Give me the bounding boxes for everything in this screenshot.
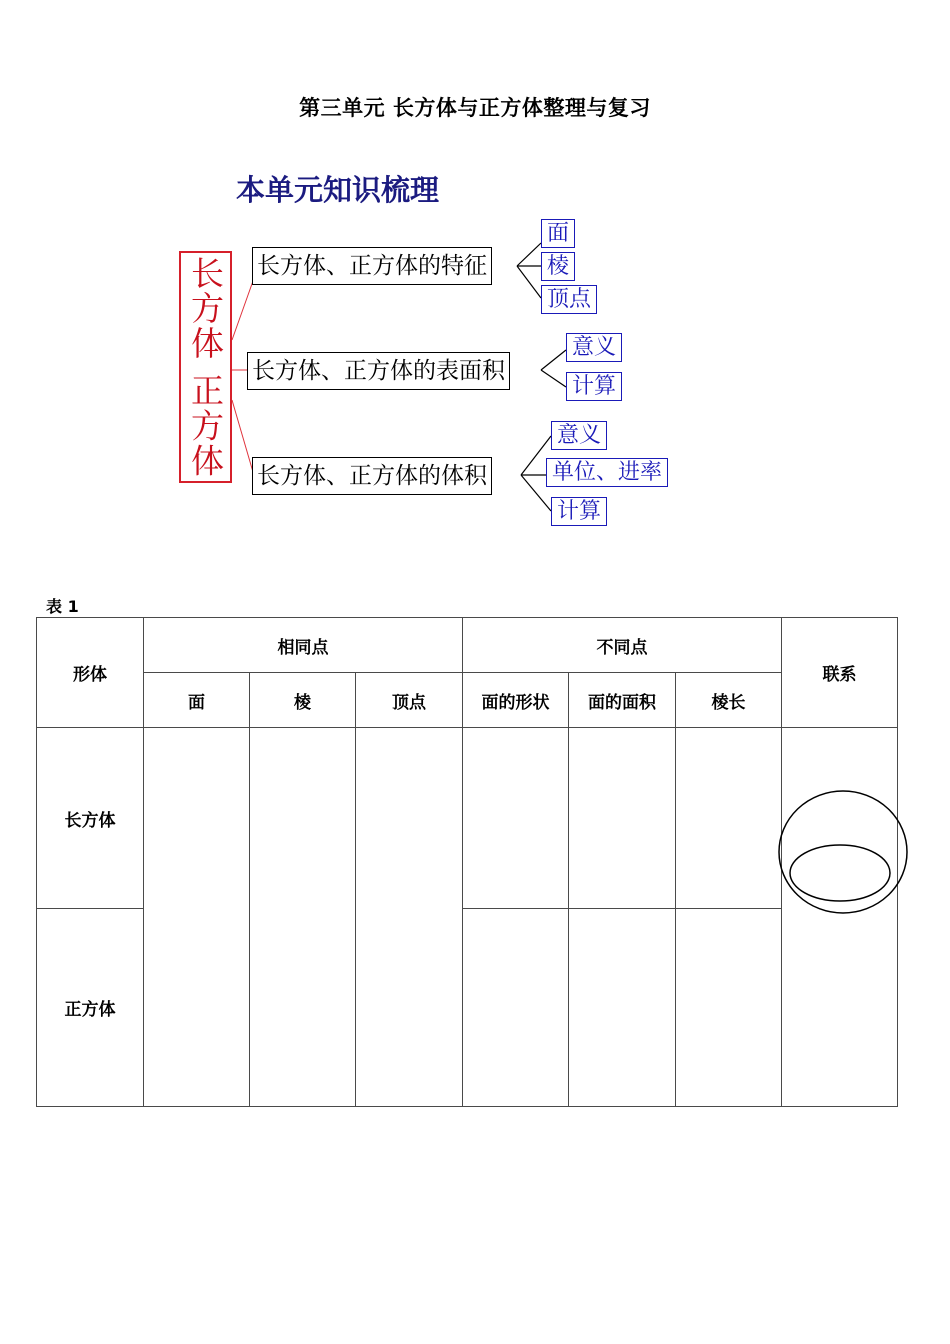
row-label-cuboid: 长方体 (37, 728, 144, 909)
leaf-volume-meaning: 意义 (551, 421, 607, 450)
cell-same-vertex[interactable] (356, 728, 463, 1107)
cell-cube-face-area[interactable] (569, 909, 676, 1107)
page-title: 第三单元 长方体与正方体整理与复习 (299, 96, 651, 120)
branch-volume: 长方体、正方体的体积 (252, 457, 492, 495)
header-shape: 形体 (37, 618, 144, 728)
header-diff-face-area: 面的面积 (569, 673, 676, 728)
cell-relation[interactable] (782, 728, 898, 1107)
cell-cuboid-face-area[interactable] (569, 728, 676, 909)
cell-cuboid-edge-length[interactable] (676, 728, 782, 909)
table-caption: 表 1 (46, 597, 79, 616)
header-same-face: 面 (144, 673, 250, 728)
header-same: 相同点 (144, 618, 463, 673)
cell-same-face[interactable] (144, 728, 250, 1107)
cell-cube-face-shape[interactable] (463, 909, 569, 1107)
branch-features: 长方体、正方体的特征 (252, 247, 492, 285)
section-title: 本单元知识梳理 (236, 173, 440, 207)
cell-same-edge[interactable] (250, 728, 356, 1107)
header-same-edge: 棱 (250, 673, 356, 728)
mindmap-root-label: 长方体 正方体 (186, 255, 225, 479)
leaf-edge: 棱 (541, 252, 575, 281)
row-label-cube: 正方体 (37, 909, 144, 1107)
header-diff-face-shape: 面的形状 (463, 673, 569, 728)
leaf-face: 面 (541, 219, 575, 248)
header-different: 不同点 (463, 618, 782, 673)
branch-surface-area: 长方体、正方体的表面积 (247, 352, 510, 390)
cell-cuboid-face-shape[interactable] (463, 728, 569, 909)
leaf-surface-meaning: 意义 (566, 333, 622, 362)
comparison-table (36, 617, 898, 1107)
leaf-volume-calc: 计算 (551, 497, 607, 526)
header-relation: 联系 (782, 618, 898, 728)
leaf-vertex: 顶点 (541, 285, 597, 314)
leaf-volume-units: 单位、进率 (546, 458, 668, 487)
leaf-surface-calc: 计算 (566, 372, 622, 401)
header-diff-edge-length: 棱长 (676, 673, 782, 728)
cell-cube-edge-length[interactable] (676, 909, 782, 1107)
header-same-vertex: 顶点 (356, 673, 463, 728)
mindmap-root (179, 251, 232, 483)
